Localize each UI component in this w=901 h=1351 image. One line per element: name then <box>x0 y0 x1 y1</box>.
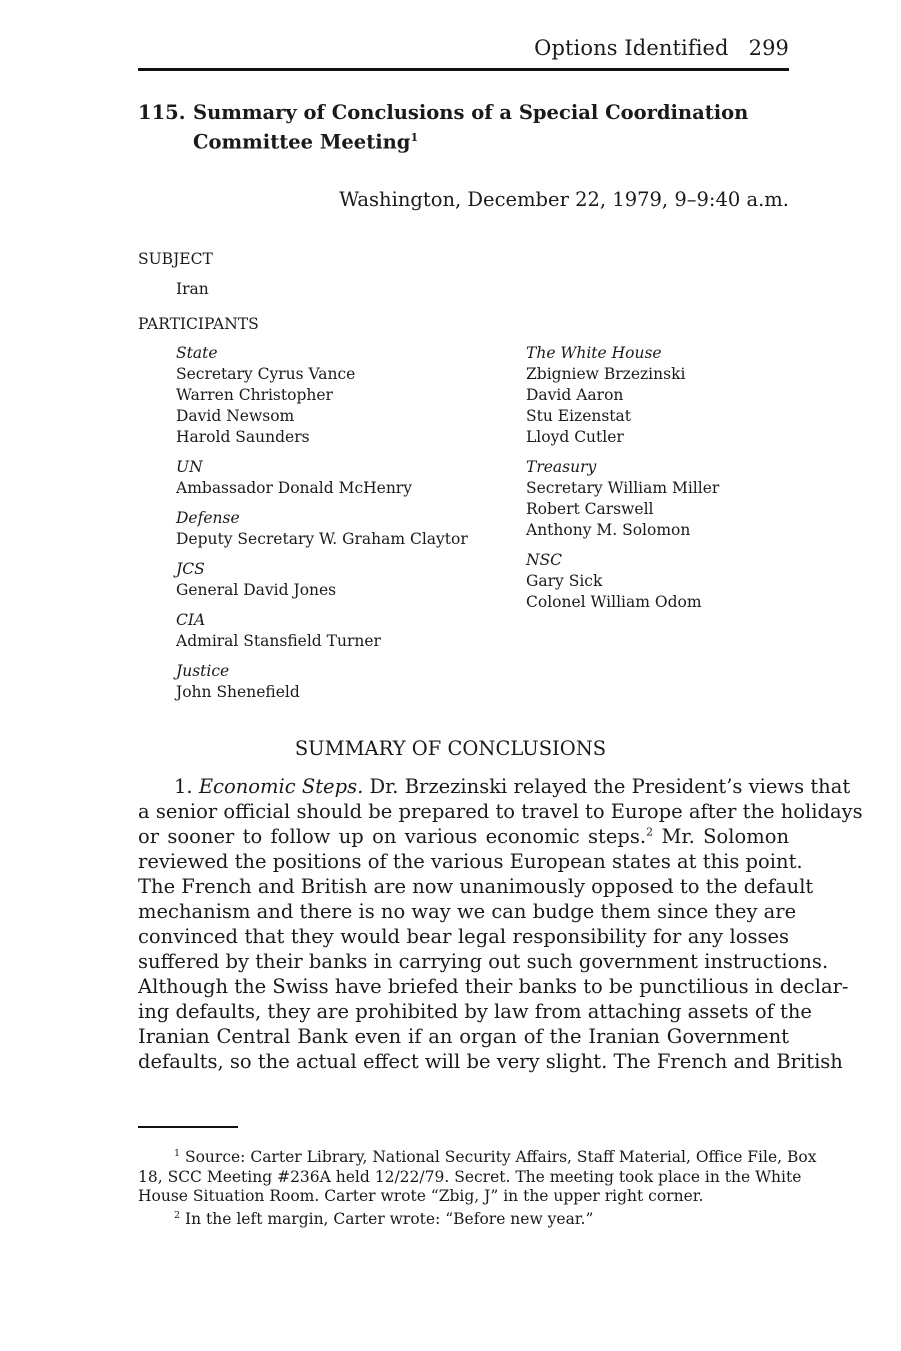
participant-group-justice <box>176 661 468 703</box>
footnote-line <box>138 1206 789 1230</box>
body-text: Mr. Solomon <box>653 825 789 848</box>
footnote-ref-2: 2 <box>646 825 654 839</box>
body-line: a senior official should be prepared to travel to Europe after the holidays <box>138 800 863 823</box>
title-line-1: Summary of Conclusions of a Special Coordination <box>193 101 749 124</box>
org-label: NSC <box>526 551 563 569</box>
footnote-text: Source: Carter Library, National Security Affairs, Staff Material, Office File, Box <box>184 1148 817 1167</box>
participants-right-column <box>526 343 719 622</box>
header-rule <box>138 68 789 71</box>
participant-name: Harold Saunders <box>176 428 310 446</box>
page-number: 299 <box>748 36 789 60</box>
participant-name: Gary Sick <box>526 572 603 590</box>
item-heading: Economic Steps. <box>198 775 364 798</box>
document-title <box>138 100 748 155</box>
participant-name: Warren Christopher <box>176 386 333 404</box>
running-header <box>534 36 789 60</box>
subject-value: Iran <box>176 280 209 298</box>
body-line: Although the Swiss have briefed their banks to be punctilious in declar- <box>138 975 849 998</box>
participant-name: Anthony M. Solomon <box>526 521 691 539</box>
body-line <box>138 824 789 849</box>
org-label: Treasury <box>526 458 597 476</box>
participant-name: Deputy Secretary W. Graham Claytor <box>176 530 468 548</box>
participant-name: Robert Carswell <box>526 500 654 518</box>
participant-name: General David Jones <box>176 581 337 599</box>
footnote-ref-1: 1 <box>410 131 419 144</box>
participant-name: Admiral Stansfield Turner <box>176 632 381 650</box>
body-line <box>138 774 851 799</box>
participant-group-white-house <box>526 343 719 448</box>
item-number: 1. <box>174 775 199 798</box>
org-label: State <box>176 344 218 362</box>
body-text: or sooner to follow up on various economic steps. <box>138 825 647 848</box>
participant-name: Secretary William Miller <box>526 479 720 497</box>
footnote-2 <box>138 1206 789 1230</box>
body-line: convinced that they would bear legal responsibility for any losses <box>138 925 789 948</box>
footnote-line: 18, SCC Meeting #236A held 12/22/79. Secret. The meeting took place in the White <box>138 1167 802 1186</box>
participant-name: Ambassador Donald McHenry <box>176 479 412 497</box>
body-paragraph <box>138 774 863 1074</box>
body-line: ing defaults, they are prohibited by law from attaching assets of the <box>138 1000 812 1023</box>
body-text: Dr. Brzezinski relayed the President’s views that <box>363 775 851 798</box>
org-label: The White House <box>526 344 662 362</box>
summary-heading: SUMMARY OF CONCLUSIONS <box>294 737 607 760</box>
org-label: CIA <box>176 611 206 629</box>
body-line: Iranian Central Bank even if an organ of the Iranian Government <box>138 1025 789 1048</box>
participants-left-column <box>176 343 468 712</box>
org-label: UN <box>176 458 203 476</box>
footnote-mark: 1 <box>174 1148 181 1159</box>
participant-group-treasury <box>526 457 719 541</box>
org-label: Justice <box>176 662 230 680</box>
body-line: reviewed the positions of the various European states at this point. <box>138 850 803 873</box>
participant-name: John Shenefield <box>176 683 300 701</box>
participant-group-state <box>176 343 468 448</box>
document-number: 115. <box>138 101 186 124</box>
participants-label: PARTICIPANTS <box>138 315 259 333</box>
org-label: Defense <box>176 509 240 527</box>
participant-name: David Aaron <box>526 386 624 404</box>
body-line: mechanism and there is no way we can budge them since they are <box>138 900 797 923</box>
body-line: suffered by their banks in carrying out such government instructions. <box>138 950 829 973</box>
footnote-mark: 2 <box>174 1210 181 1221</box>
running-header-title: Options Identified <box>534 36 729 60</box>
org-label: JCS <box>176 560 205 578</box>
participant-group-defense <box>176 508 468 550</box>
participant-name: Zbigniew Brzezinski <box>526 365 686 383</box>
body-line: defaults, so the actual effect will be very slight. The French and British <box>138 1050 843 1073</box>
footnote-text: In the left margin, Carter wrote: “Before new year.” <box>184 1210 594 1229</box>
participant-group-cia <box>176 610 468 652</box>
body-line: The French and British are now unanimously opposed to the default <box>138 875 814 898</box>
participant-group-un <box>176 457 468 499</box>
title-line-2: Committee Meeting <box>193 130 411 154</box>
participant-group-jcs <box>176 559 468 601</box>
dateline: Washington, December 22, 1979, 9–9:40 a.m. <box>339 188 789 211</box>
participant-group-nsc <box>526 550 719 613</box>
footnote-line: House Situation Room. Carter wrote “Zbig, J” in the upper right corner. <box>138 1187 704 1206</box>
participant-name: Secretary Cyrus Vance <box>176 365 356 383</box>
participant-name: Colonel William Odom <box>526 593 702 611</box>
subject-label: SUBJECT <box>138 250 213 268</box>
footnote-line <box>138 1144 817 1168</box>
participant-name: Lloyd Cutler <box>526 428 624 446</box>
participant-name: Stu Eizenstat <box>526 407 632 425</box>
participant-name: David Newsom <box>176 407 295 425</box>
footnote-1 <box>138 1144 817 1207</box>
footnote-rule <box>138 1126 238 1128</box>
